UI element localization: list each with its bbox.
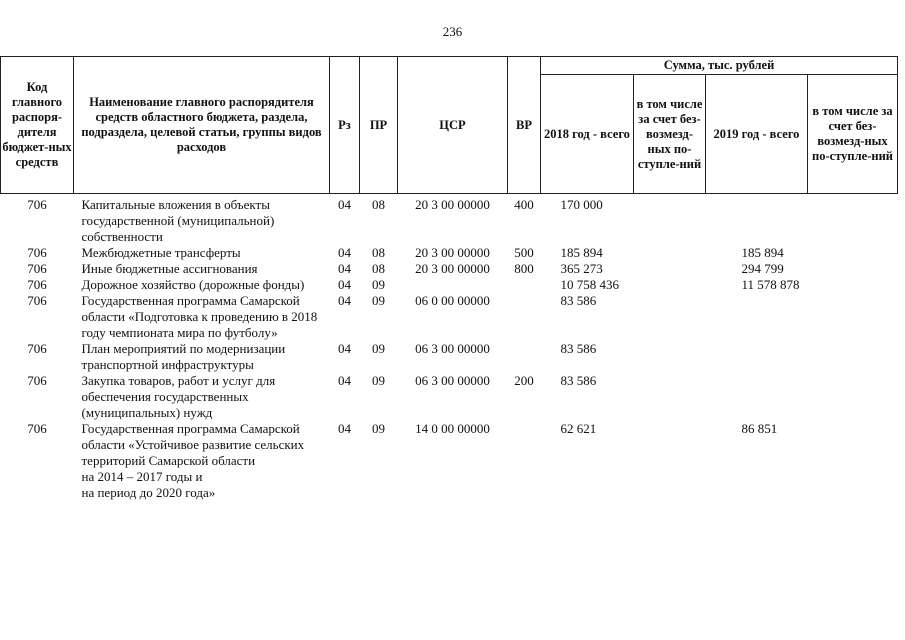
cell-name: Государственная программа Самарской области «Устойчивое развитие сельских территорий Самарской области на 2014 – 2017 годы и на период до 2020 года» <box>81 421 305 500</box>
cell-pr: 08 <box>372 245 385 260</box>
cell-csr: 20 3 00 00000 <box>415 245 490 260</box>
table-row <box>1 261 898 277</box>
cell-2019-total: 86 851 <box>741 421 778 436</box>
cell-code: 706 <box>27 421 47 436</box>
cell-2019-total <box>706 373 808 421</box>
cell-rz: 04 <box>338 421 351 436</box>
header-2018-total: 2018 год - всего <box>541 75 634 194</box>
cell-csr <box>398 277 508 293</box>
cell-code: 706 <box>27 245 47 260</box>
header-code: Код главного распоря-дителя бюджет-ных средств <box>1 57 74 194</box>
cell-code: 706 <box>27 293 47 308</box>
cell-pr: 08 <box>372 197 385 212</box>
cell-vr <box>508 421 541 501</box>
cell-2019-free <box>808 421 898 501</box>
cell-2018-total: 170 000 <box>560 197 603 212</box>
cell-2019-free <box>808 245 898 261</box>
cell-pr: 09 <box>372 421 385 436</box>
header-2019-total: 2019 год - всего <box>706 75 808 194</box>
cell-code: 706 <box>27 341 47 356</box>
cell-2018-total: 365 273 <box>560 261 603 276</box>
header-rz: Рз <box>330 57 360 194</box>
cell-2018-free <box>634 245 706 261</box>
header-2019-free: в том числе за счет без-возмезд-ных по-ступле-ний <box>808 75 898 194</box>
cell-2019-free <box>808 373 898 421</box>
cell-2018-free <box>634 293 706 341</box>
cell-rz: 04 <box>338 341 351 356</box>
cell-2018-total: 185 894 <box>560 245 603 260</box>
cell-csr: 06 0 00 00000 <box>415 293 490 308</box>
cell-vr: 800 <box>514 261 534 276</box>
header-pr: ПР <box>360 57 398 194</box>
cell-2018-free <box>634 341 706 373</box>
cell-2019-free <box>808 277 898 293</box>
cell-code: 706 <box>27 261 47 276</box>
budget-table <box>0 56 898 501</box>
cell-name: Иные бюджетные ассигнования <box>81 261 258 276</box>
cell-pr: 09 <box>372 277 385 292</box>
cell-2019-total <box>706 194 808 246</box>
cell-name: Дорожное хозяйство (дорожные фонды) <box>81 277 305 292</box>
header-sum: Сумма, тыс. рублей <box>541 57 898 75</box>
cell-2018-free <box>634 277 706 293</box>
cell-code: 706 <box>27 197 47 212</box>
cell-2019-total: 11 578 878 <box>741 277 800 292</box>
cell-name: Межбюджетные трансферты <box>81 245 241 260</box>
cell-rz: 04 <box>338 245 351 260</box>
table-row <box>1 373 898 421</box>
cell-2018-total: 62 621 <box>560 421 597 436</box>
cell-2019-total: 294 799 <box>741 261 784 276</box>
cell-2019-free <box>808 341 898 373</box>
cell-2018-total: 10 758 436 <box>560 277 619 292</box>
cell-name: Капитальные вложения в объекты государственной (муниципальной) собственности <box>81 197 275 244</box>
cell-rz: 04 <box>338 277 351 292</box>
cell-rz: 04 <box>338 261 351 276</box>
cell-2019-total: 185 894 <box>741 245 784 260</box>
table-row <box>1 194 898 246</box>
cell-2018-total: 83 586 <box>560 341 597 356</box>
cell-csr: 14 0 00 00000 <box>415 421 490 436</box>
cell-vr <box>508 341 541 373</box>
cell-2018-total: 83 586 <box>560 373 597 388</box>
cell-rz: 04 <box>338 373 351 388</box>
cell-2018-free <box>634 194 706 246</box>
cell-2019-total <box>706 293 808 341</box>
cell-2018-free <box>634 421 706 501</box>
cell-2019-free <box>808 194 898 246</box>
table-row <box>1 245 898 261</box>
cell-name: Закупка товаров, работ и услуг для обеспечения государственных (муниципальных) нужд <box>81 373 276 420</box>
table-row <box>1 277 898 293</box>
cell-csr: 06 3 00 00000 <box>415 341 490 356</box>
cell-rz: 04 <box>338 197 351 212</box>
header-2018-free: в том числе за счет без-возмезд-ных по-ступле-ний <box>634 75 706 194</box>
cell-2018-total: 83 586 <box>560 293 597 308</box>
cell-code: 706 <box>27 277 47 292</box>
cell-vr: 500 <box>514 245 534 260</box>
cell-2019-total <box>706 341 808 373</box>
cell-2018-free <box>634 373 706 421</box>
cell-vr <box>508 293 541 341</box>
cell-code: 706 <box>27 373 47 388</box>
cell-pr: 09 <box>372 373 385 388</box>
cell-rz: 04 <box>338 293 351 308</box>
cell-2019-free <box>808 293 898 341</box>
cell-csr: 06 3 00 00000 <box>415 373 490 388</box>
cell-vr: 200 <box>514 373 534 388</box>
cell-2018-free <box>634 261 706 277</box>
cell-pr: 08 <box>372 261 385 276</box>
header-name: Наименование главного распорядителя средств областного бюджета, раздела, подраздела, целевой статьи, группы видов расходов <box>74 57 330 194</box>
cell-vr <box>508 277 541 293</box>
page-number: 236 <box>442 24 463 39</box>
cell-pr: 09 <box>372 293 385 308</box>
table-row <box>1 421 898 501</box>
cell-name: Государственная программа Самарской области «Подготовка к проведению в 2018 году чемпионата мира по футболу» <box>81 293 318 340</box>
cell-2019-free <box>808 261 898 277</box>
table-row <box>1 341 898 373</box>
cell-name: План мероприятий по модернизации транспортной инфраструктуры <box>81 341 286 372</box>
header-csr: ЦСР <box>398 57 508 194</box>
cell-pr: 09 <box>372 341 385 356</box>
cell-csr: 20 3 00 00000 <box>415 197 490 212</box>
table-row <box>1 293 898 341</box>
header-row-top <box>1 57 898 75</box>
cell-vr: 400 <box>514 197 534 212</box>
header-vr: ВР <box>508 57 541 194</box>
cell-csr: 20 3 00 00000 <box>415 261 490 276</box>
